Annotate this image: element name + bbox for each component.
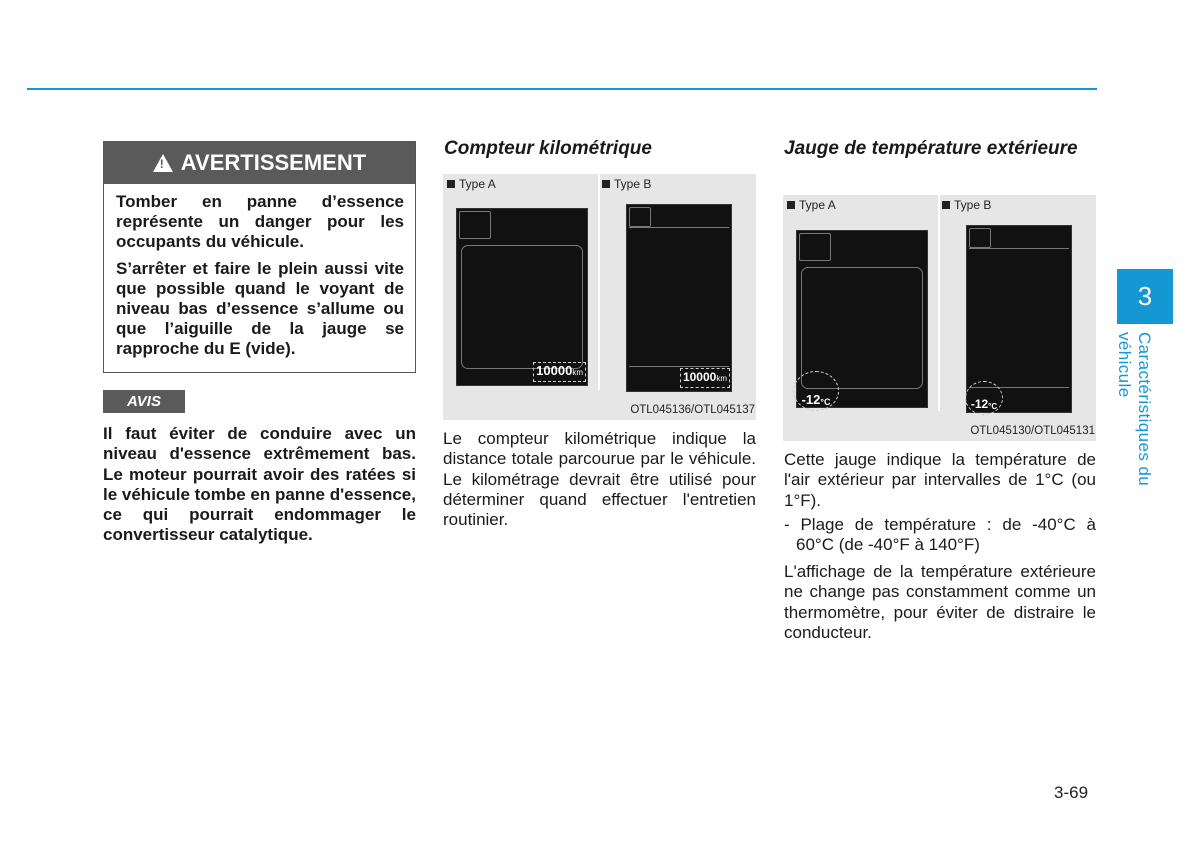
page-number: 3-69 [1054, 783, 1089, 802]
temperature-range-bullet: - Plage de température : de -40°C à 60°C (de -40°F à 140°F) [784, 515, 1096, 555]
warning-header [104, 142, 415, 184]
square-bullet-icon [602, 180, 610, 188]
odometer-reading: 10000km [533, 362, 586, 382]
temperature-display-type-b [966, 225, 1072, 413]
temperature-type-a-label: Type A [787, 198, 836, 212]
header-rule [27, 88, 1097, 90]
odometer-figure [443, 174, 756, 420]
temperature-reading: -12 °C [965, 381, 1003, 415]
odometer-reading: 10000km [680, 368, 730, 388]
temperature-figure-code: OTL045130/OTL045131 [970, 425, 1095, 437]
temperature-reading: -12 °C [793, 371, 839, 411]
odometer-heading: Compteur kilométrique [444, 138, 652, 159]
odometer-text: Le compteur kilométrique indique la distance totale parcourue par le véhicule. Le kilométrage devrait être utilisé pour déterminer quand effectuer l'entretien routinier. [443, 429, 756, 530]
square-bullet-icon [447, 180, 455, 188]
warning-paragraph-2: S’arrêter et faire le plein aussi vite que possible quand le voyant de niveau bas d’essence s’allume ou que l’aiguille de la jauge se rapproche du E (vide). [116, 259, 404, 358]
odometer-type-a-label: Type A [447, 177, 496, 191]
odometer-type-b-label: Type B [602, 177, 651, 191]
temperature-text-2: L'affichage de la température extérieure ne change pas constamment comme un thermomètre, pour éviter de distraire le conducteur. [784, 562, 1096, 642]
chapter-title: Caractéristiques du véhicule [1115, 332, 1154, 487]
temperature-type-b-label: Type B [942, 198, 991, 212]
odometer-display-type-b [626, 204, 732, 392]
square-bullet-icon [787, 201, 795, 209]
square-bullet-icon [942, 201, 950, 209]
odometer-figure-code: OTL045136/OTL045137 [630, 404, 755, 416]
warning-title: AVERTISSEMENT [180, 150, 367, 175]
warning-box [103, 141, 416, 373]
warning-paragraph-1: Tomber en panne d’essence représente un danger pour les occupants du véhicule. [116, 192, 404, 251]
odometer-display-type-a [456, 208, 588, 386]
temperature-display-type-a [796, 230, 928, 408]
chapter-tab: 3 [1117, 269, 1173, 324]
warning-triangle-icon: ! [153, 154, 173, 172]
temperature-heading: Jauge de température extérieure [784, 138, 1078, 159]
temperature-text-1: Cette jauge indique la température de l'air extérieur par intervalles de 1°C (ou 1°F). [784, 450, 1096, 510]
notice-text: Il faut éviter de conduire avec un niveau d'essence extrêmement bas. Le moteur pourrait avoir des ratées si le véhicule tombe en panne d'essence, ce qui pourrait endommager le convertisseur catalytique. [103, 424, 416, 545]
temperature-figure [783, 195, 1096, 441]
notice-tag: AVIS [103, 390, 185, 413]
